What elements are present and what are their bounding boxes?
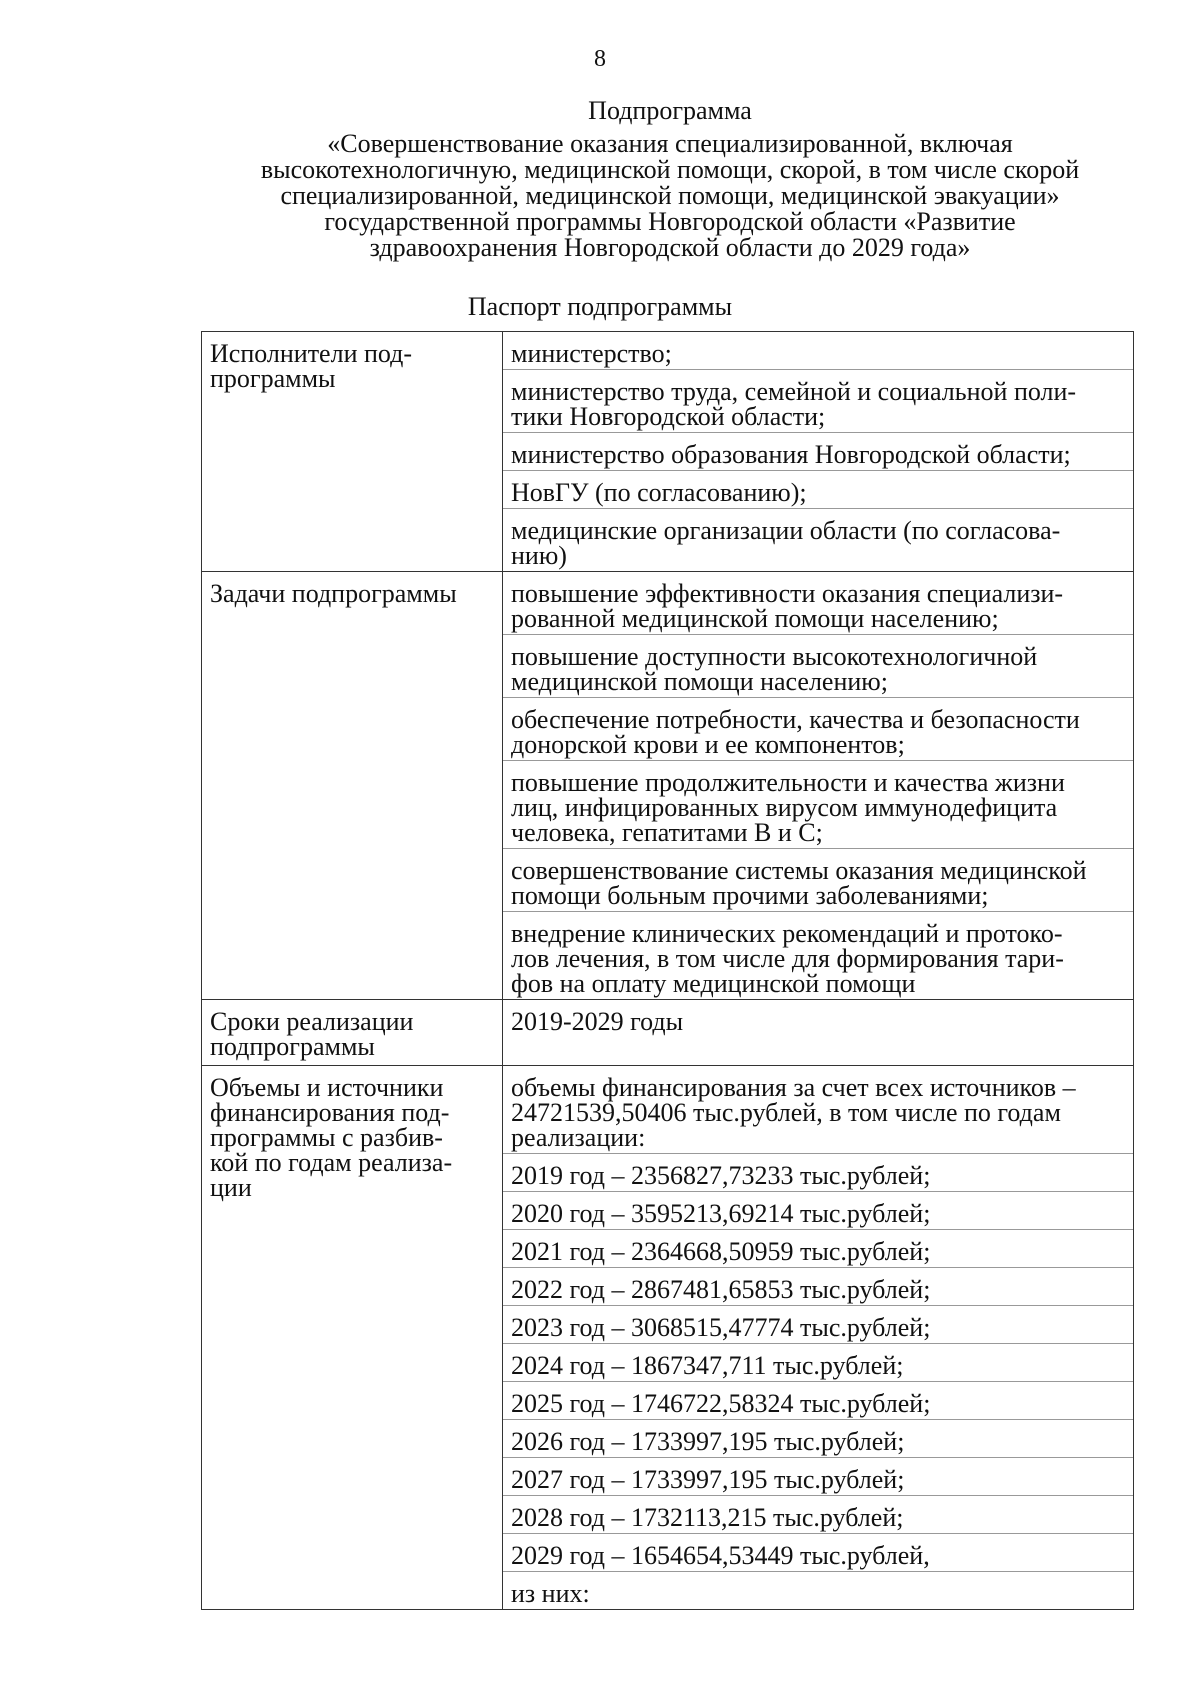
list-item: 2028 год – 1732113,215 тыс.рублей; bbox=[503, 1495, 1133, 1533]
row-label: Исполнители под- программы bbox=[210, 339, 413, 393]
row-label-cell bbox=[202, 1066, 503, 1610]
list-item: 2021 год – 2364668,50959 тыс.рублей; bbox=[503, 1229, 1133, 1267]
passport-table bbox=[201, 331, 1134, 1610]
list-item: повышение доступности высокотехнологичной медицинской помощи населению; bbox=[503, 634, 1133, 697]
row-label-cell bbox=[202, 572, 503, 1000]
list-item: 2020 год – 3595213,69214 тыс.рублей; bbox=[503, 1191, 1133, 1229]
row-label: Сроки реализации подпрограммы bbox=[210, 1007, 414, 1061]
list-item: министерство; bbox=[511, 339, 672, 368]
list-item: обеспечение потребности, качества и безопасности донорской крови и ее компонентов; bbox=[503, 697, 1133, 760]
list-item: повышение продолжительности и качества жизни лиц, инфицированных вирусом иммунодефицита человека, гепатитами В и С; bbox=[503, 760, 1133, 848]
row-value-cell bbox=[503, 332, 1134, 572]
subprogram-title bbox=[205, 98, 1135, 261]
list-item: 2023 год – 3068515,47774 тыс.рублей; bbox=[503, 1305, 1133, 1343]
list-item: 2029 год – 1654654,53449 тыс.рублей, bbox=[503, 1533, 1133, 1571]
row-label-cell bbox=[202, 332, 503, 572]
list-item: медицинские организации области (по согласова- нию) bbox=[503, 508, 1133, 571]
list-item: 2027 год – 1733997,195 тыс.рублей; bbox=[503, 1457, 1133, 1495]
list-item: 2024 год – 1867347,711 тыс.рублей; bbox=[503, 1343, 1133, 1381]
passport-heading: Паспорт подпрограммы bbox=[467, 292, 733, 321]
list-item: совершенствование системы оказания медицинской помощи больным прочими заболеваниями; bbox=[503, 848, 1133, 911]
title-line: специализированной, медицинской помощи, медицинской эвакуации» bbox=[280, 181, 1060, 210]
page-number: 8 bbox=[594, 46, 606, 72]
title-line: здравоохранения Новгородской области до 2029 года» bbox=[369, 233, 971, 262]
list-item: объемы финансирования за счет всех источников – 24721539,50406 тыс.рублей, в том числе по годам реализации: bbox=[511, 1073, 1076, 1152]
row-label: Задачи подпрограммы bbox=[210, 579, 457, 608]
row-label: Объемы и источники финансирования под- программы с разбив- кой по годам реализа- ции bbox=[210, 1073, 453, 1202]
row-label-cell bbox=[202, 1000, 503, 1066]
title-line: высокотехнологичную, медицинской помощи, скорой, в том числе скорой bbox=[260, 155, 1080, 184]
row-value-cell bbox=[503, 1000, 1134, 1066]
title-line: государственной программы Новгородской области «Развитие bbox=[324, 207, 1016, 236]
terms-value: 2019-2029 годы bbox=[511, 1007, 684, 1036]
table-row-tasks bbox=[202, 572, 1134, 1000]
row-value-cell bbox=[503, 1066, 1134, 1610]
list-item: из них: bbox=[503, 1571, 1133, 1609]
row-value-cell bbox=[503, 572, 1134, 1000]
list-item: повышение эффективности оказания специализи- рованной медицинской помощи населению; bbox=[511, 579, 1064, 633]
table-row-executors bbox=[202, 332, 1134, 572]
list-item: министерство труда, семейной и социальной поли- тики Новгородской области; bbox=[503, 369, 1133, 432]
title-line: «Совершенствование оказания специализированной, включая bbox=[327, 129, 1013, 158]
list-item: 2022 год – 2867481,65853 тыс.рублей; bbox=[503, 1267, 1133, 1305]
table-row-funding bbox=[202, 1066, 1134, 1610]
list-item: НовГУ (по согласованию); bbox=[503, 470, 1133, 508]
list-item: 2019 год – 2356827,73233 тыс.рублей; bbox=[503, 1153, 1133, 1191]
list-item: 2026 год – 1733997,195 тыс.рублей; bbox=[503, 1419, 1133, 1457]
title-line: Подпрограмма bbox=[588, 96, 752, 125]
list-item: внедрение клинических рекомендаций и протоко- лов лечения, в том числе для формирования тари- фов на оплату медицинской помощи bbox=[503, 911, 1133, 999]
list-item: 2025 год – 1746722,58324 тыс.рублей; bbox=[503, 1381, 1133, 1419]
list-item: министерство образования Новгородской области; bbox=[503, 432, 1133, 470]
table-row-terms bbox=[202, 1000, 1134, 1066]
